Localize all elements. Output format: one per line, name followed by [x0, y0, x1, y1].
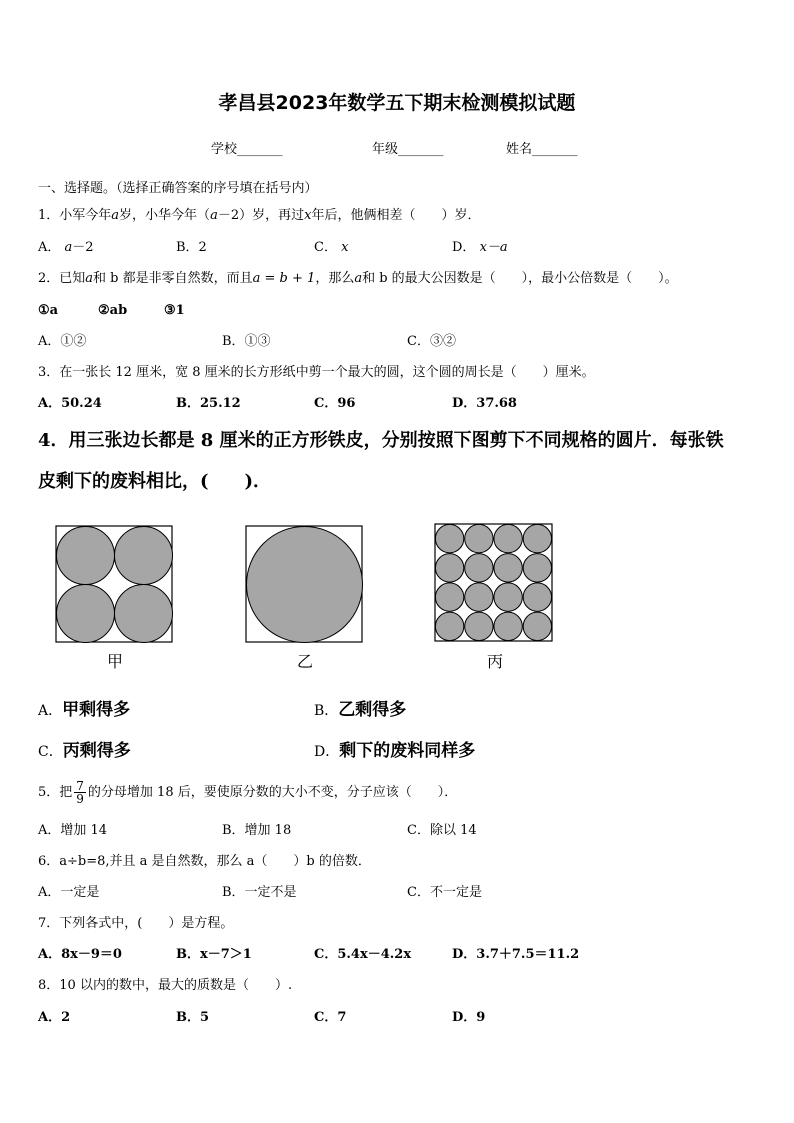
q1-var-a: a [111, 208, 120, 223]
question-7: 7．下列各式中，( ）是方程。 [38, 916, 234, 931]
question-4-line-1: 4．用三张边长都是 8 厘米的正方形铁皮，分别按照下图剪下不同规格的圆片．每张铁 [38, 430, 724, 451]
q1-option-c: C． x [314, 240, 349, 255]
q8-option-c: C．7 [314, 1010, 347, 1025]
figure-jia [55, 525, 175, 645]
circle-bing [523, 554, 551, 582]
q2-item-3: ③1 [164, 303, 185, 318]
q6-option-b: B．一定不是 [222, 885, 297, 900]
circle-bing [494, 612, 522, 640]
q8-option-b: B．5 [176, 1010, 210, 1025]
figure-label-bing: 丙 [486, 652, 503, 671]
q1-option-b: B．2 [176, 240, 207, 255]
circle-bing [435, 612, 463, 640]
q1-var-x: x [304, 208, 312, 223]
q8-option-d: D．9 [452, 1010, 486, 1025]
circle-jia [115, 585, 173, 643]
circle-bing [465, 612, 493, 640]
q7-option-c: C．5.4x－4.2x [314, 947, 412, 962]
q5-option-c: C．除以 14 [407, 823, 477, 838]
circle-bing [494, 524, 522, 552]
q3-option-a: A．50.24 [38, 396, 102, 411]
figure-yi [245, 525, 365, 645]
q2-option-b: B．①③ [222, 334, 271, 349]
q7-option-a: A．8x－9＝0 [38, 947, 122, 962]
q1-text-2: 岁，小华今年（ [119, 208, 211, 223]
q1-text-3: －2）岁，再过 [217, 208, 305, 223]
q5-option-b: B．增加 18 [222, 823, 292, 838]
page-title: 孝昌县2023年数学五下期末检测模拟试题 [218, 92, 576, 114]
circle-bing [523, 583, 551, 611]
q6-option-a: A．一定是 [38, 885, 100, 900]
circle-bing [465, 583, 493, 611]
q7-option-b: B．x－7＞1 [176, 947, 252, 962]
q1-text-1: 1．小军今年 [38, 208, 112, 223]
figure-bing [434, 523, 554, 643]
q4-option-c: C．丙剩得多 [38, 741, 131, 761]
question-6: 6．a÷b=8,并且 a 是自然数，那么 a（ ）b 的倍数． [38, 854, 371, 869]
q5-option-a: A．增加 14 [38, 823, 108, 838]
name-field: 姓名_______ [506, 142, 578, 157]
question-3: 3．在一张长 12 厘米，宽 8 厘米的长方形纸中剪一个最大的圆，这个圆的周长是（ ）厘米。 [38, 365, 595, 380]
fraction: $\frac{7}{9}$ [76, 779, 84, 806]
q1-option-d: D． x－a [452, 240, 508, 255]
circle-bing [494, 554, 522, 582]
circle-bing [465, 524, 493, 552]
q4-option-a: A．甲剩得多 [38, 700, 131, 720]
q4-option-d: D．剩下的废料同样多 [314, 741, 476, 761]
circle-bing [523, 612, 551, 640]
q6-option-c: C．不一定是 [407, 885, 482, 900]
school-field: 学校_______ [211, 142, 283, 157]
q2-item-1: ①a [38, 303, 59, 318]
q7-option-d: D．3.7＋7.5＝11.2 [452, 947, 580, 962]
section-heading: 一、选择题。（选择正确答案的序号填在括号内） [38, 181, 318, 196]
circle-jia [57, 527, 115, 585]
circle-bing [494, 583, 522, 611]
circle-bing [465, 554, 493, 582]
figure-label-jia: 甲 [106, 652, 123, 671]
circle-bing [435, 524, 463, 552]
question-5: 5．把 $\frac{7}{9}$ 的分母增加 18 后，要使原分数的大小不变，分子应该（ ）． [38, 779, 458, 806]
q1-text-4: 年后，他俩相差（ ）岁． [311, 208, 481, 223]
circle-bing [523, 524, 551, 552]
q1-var-a2: a [210, 208, 218, 223]
q3-option-d: D．37.68 [452, 396, 517, 411]
question-4-line-2: 皮剩下的废料相比，( )． [38, 471, 272, 492]
figure-label-yi: 乙 [296, 652, 313, 671]
grade-field: 年级_______ [372, 142, 444, 157]
q3-option-c: C．96 [314, 396, 356, 411]
circle-yi [247, 527, 363, 643]
question-1 [38, 207, 480, 225]
question-8: 8．10 以内的数中，最大的质数是（ ）. [38, 978, 293, 993]
q3-option-b: B．25.12 [176, 396, 241, 411]
q2-item-2: ②ab [98, 303, 128, 318]
circle-bing [435, 554, 463, 582]
q2-option-c: C．③② [407, 334, 456, 349]
circle-jia [115, 527, 173, 585]
circle-bing [435, 583, 463, 611]
circle-jia [57, 585, 115, 643]
q2-option-a: A．①② [38, 334, 87, 349]
q8-option-a: A．2 [38, 1010, 71, 1025]
question-2: 2．已知a和 b 都是非零自然数，而且a = b + 1，那么a和 b 的最大公因数是（ ），最小公倍数是（ ）。 [38, 271, 678, 286]
q4-option-b: B．乙剩得多 [314, 700, 407, 720]
q1-option-a: A． a－2 [38, 240, 94, 255]
